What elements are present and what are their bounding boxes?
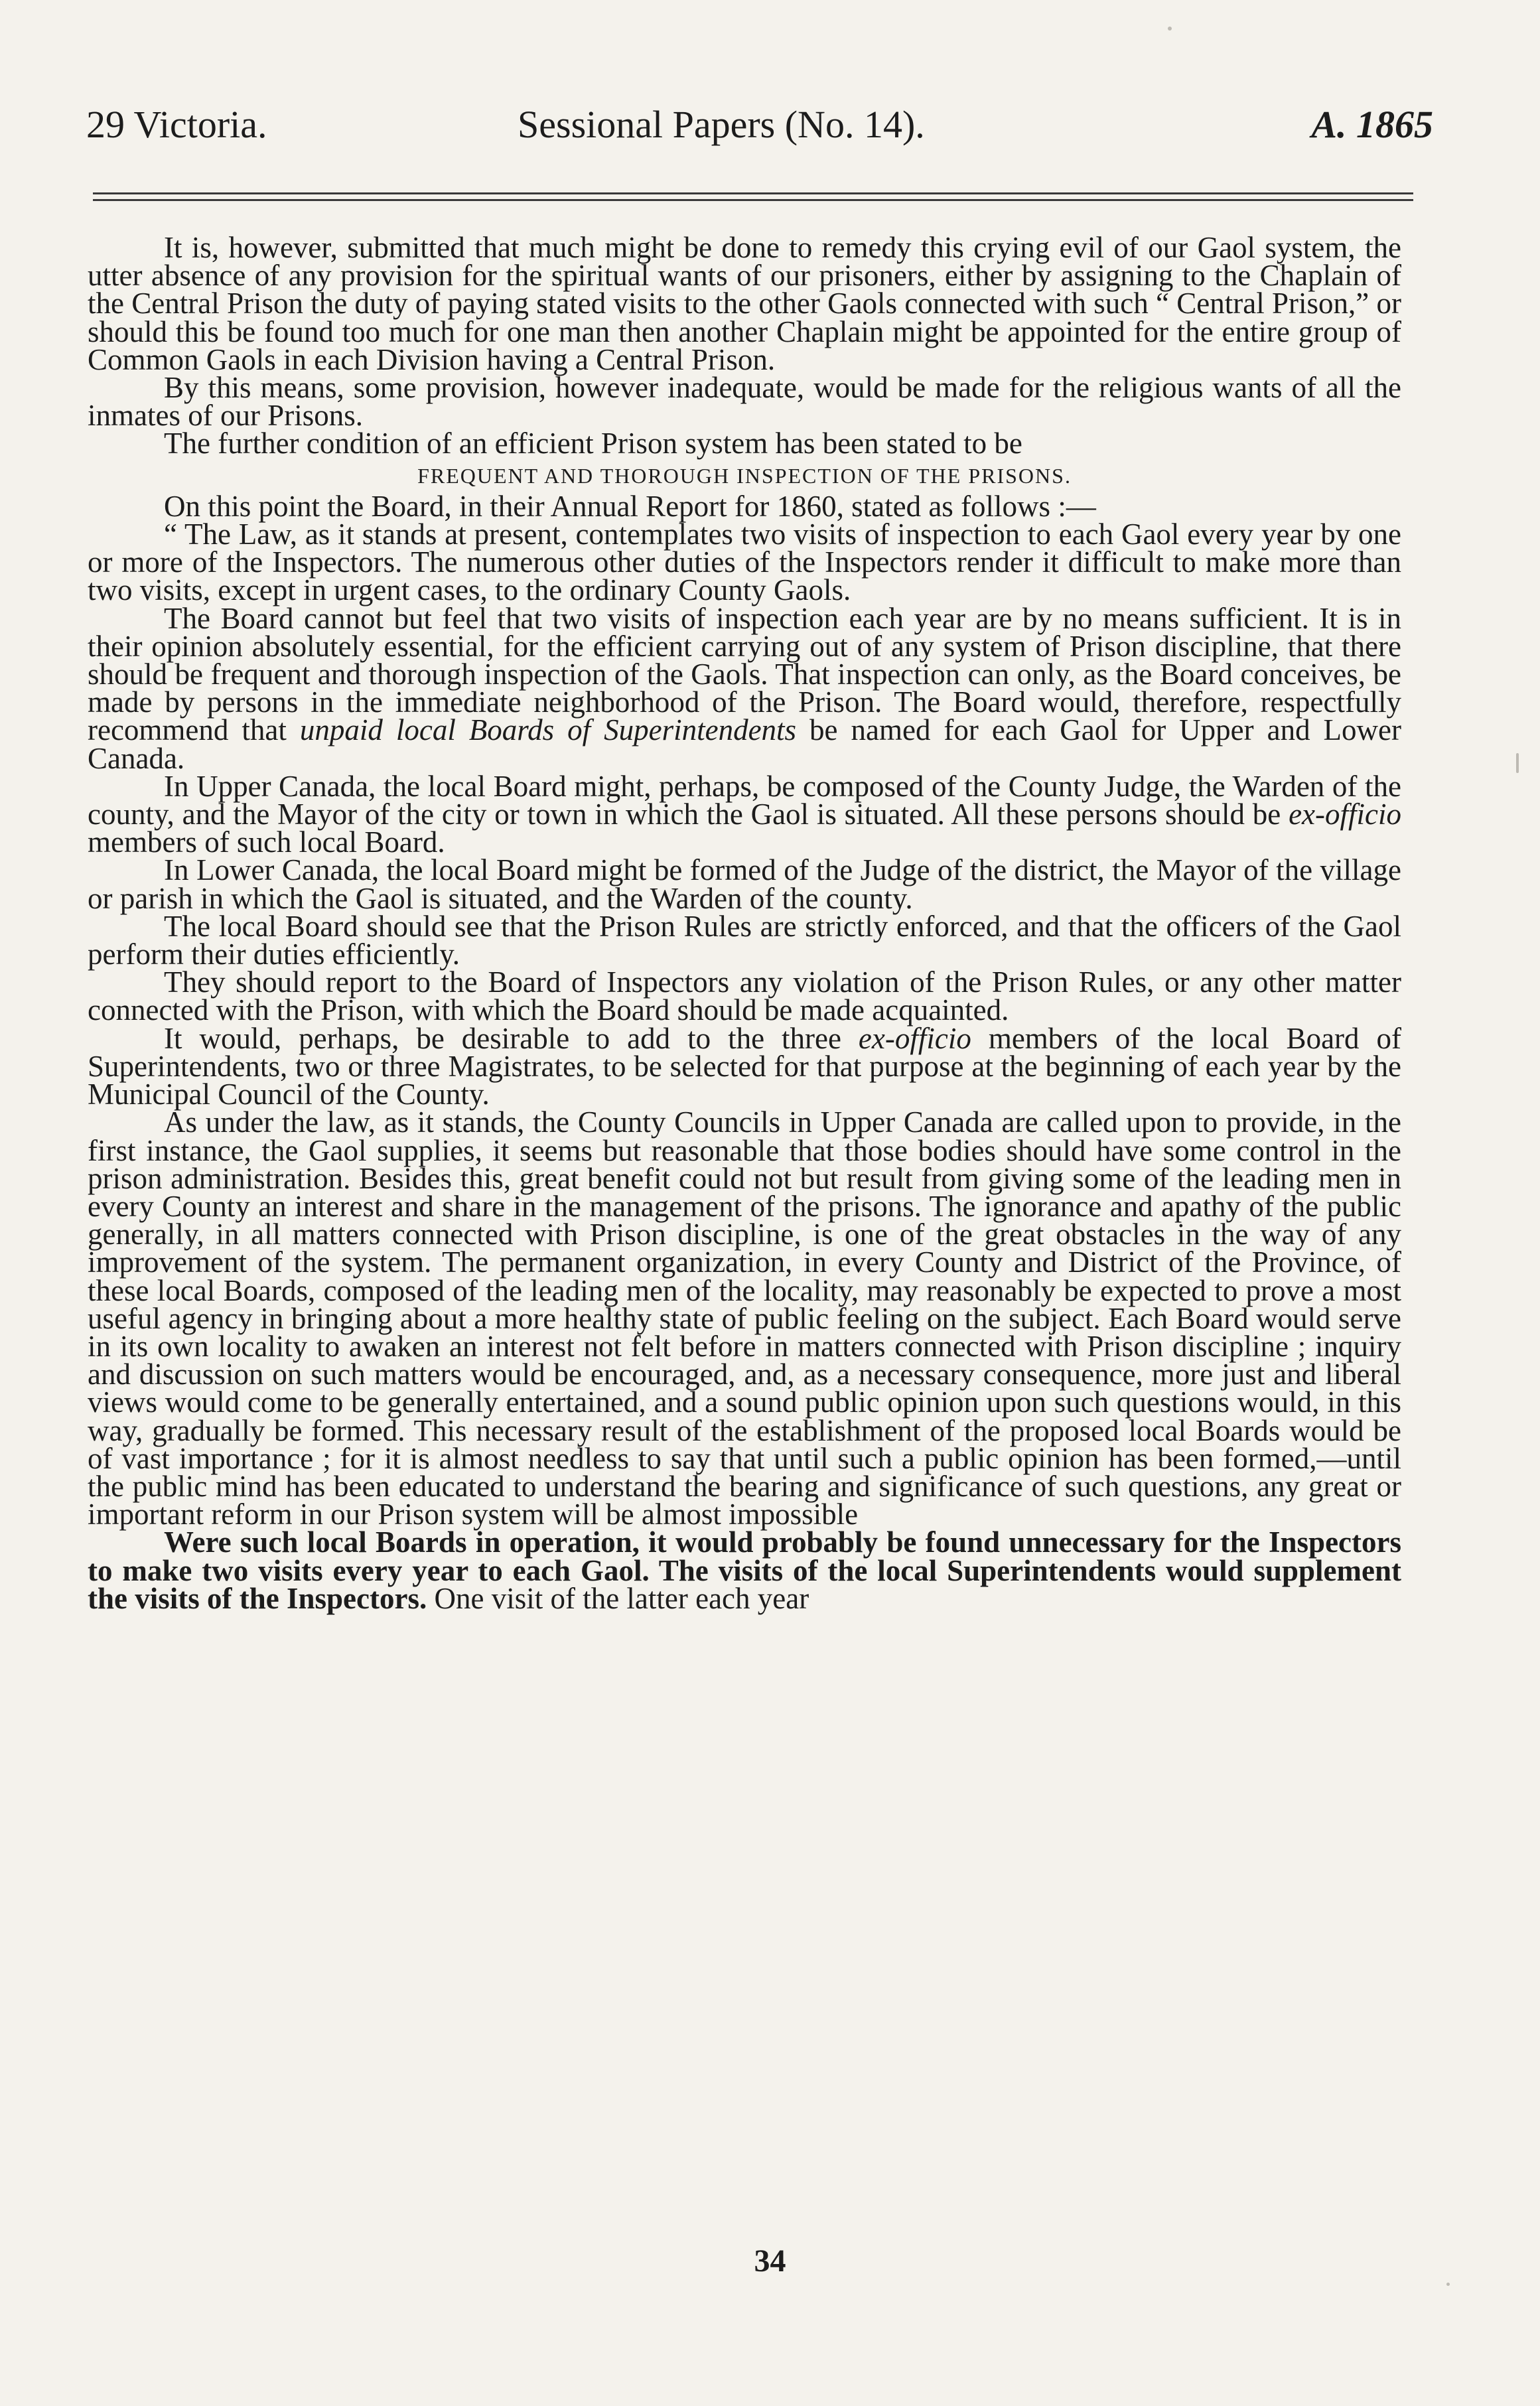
emphasis-run: unpaid local Boards of Superintendents	[299, 713, 797, 747]
emphasis-run: ex-officio	[858, 1021, 971, 1055]
paragraph-law-quote: “ The Law, as it stands at present, contemplates two visits of inspection to each Gaol every year by one or more of the Inspectors. The numerous other duties of the Inspectors render it difficult to make more than two visits, except in urgent cases, to the ordinary County Gaols.	[88, 518, 1401, 607]
paragraph-county-councils: As under the law, as it stands, the County Councils in Upper Canada are called upon to provide, in the first instance, the Gaol supplies, it seems but reasonable that those bodies should have some control in the prison administration. Besides this, great benefit could not but result from giving some of the leading men in every County an interest and share in the management of the prisons. The ignorance and apathy of the public generally, in all matters connected with Prison discipline, is one of the great obstacles in the way of any improvement of the system. The permanent organization, in every County and District of the Province, of these local Boards, composed of the leading men of the locality, may reasonably be expected to prove a most useful agency in bringing about a more healthy state of public feeling on the subject. Each Board would serve in its own locality to awaken an interest not felt before in matters connected with Prison discipline ; inquiry and discussion on such matters would be encouraged, and, as a necessary consequence, more just and liberal views would come to be generally entertained, and a sound public opinion upon such questions would, in this way, gradually be formed. This necessary result of the establishment of the proposed local Boards would be of vast importance ; for it is almost needless to say that until such a public opinion has been formed,—until the public mind has been educated to understand the bearing and significance of such questions, any great or important reform in our Prison system will be almost impossible	[88, 1105, 1401, 1531]
paragraph-lower-canada: In Lower Canada, the local Board might be formed of the Judge of the district, the Mayor of the village or parish in which the Gaol is situated, and the Warden of the county.	[88, 853, 1401, 915]
paragraph-local-boards-operation	[88, 1525, 1401, 1615]
text-run: members of the local Board of Superintendents, two or three Magistrates, to be selected for that purpose at the beginning of each year by the Municipal Council of the County.	[88, 1021, 1401, 1111]
page-number: 34	[754, 2243, 786, 2279]
scan-speck	[1168, 27, 1172, 31]
scan-speck	[1446, 2283, 1450, 2286]
paragraph-further-condition: The further condition of an efficient Prison system has been stated to be	[164, 427, 1022, 460]
running-header	[86, 98, 1433, 151]
section-heading: FREQUENT AND THOROUGH INSPECTION OF THE PRISONS.	[417, 463, 1072, 488]
text-run: The Board cannot but feel that two visits of inspection each year are by no means sufficient. It is in their opinion absolutely essential, for the efficient carrying out of any system of Prison discipline, that there should be frequent and thorough inspection of the Gaols. That inspection can only, as the Board conceives, be made by persons in the immediate neighborhood of the Prison. The Board would, therefore, respectfully recommend that	[88, 601, 1401, 747]
text-run: One visit of the latter each year	[427, 1581, 809, 1615]
paragraph-chaplain: It is, however, submitted that much might be done to remedy this crying evil of our Gaol system, the utter absence of any provision for the spiritual wants of our prisoners, either by assigning to the Chaplain of the Central Prison the duty of paying stated visits to the other Gaols connected with such “ Central Prison,” or should this be found too much for one man then another Chaplain might be appointed for the entire group of Common Gaols in each Division having a Central Prison.	[88, 231, 1401, 376]
scan-mark	[1516, 753, 1519, 773]
emphasis-run: ex-officio	[1289, 798, 1401, 831]
header-title: Sessional Papers (No. 14).	[518, 103, 925, 146]
paragraph-annual-report: On this point the Board, in their Annual Report for 1860, stated as follows :—	[164, 489, 1096, 523]
header-rule-top	[93, 192, 1413, 194]
header-rule-bottom	[93, 199, 1413, 201]
paragraph-religious-wants: By this means, some provision, however inadequate, would be made for the religious wants of all the inmates of our Prisons.	[88, 371, 1401, 433]
text-run: Were such local Boards in operation, it would probably be found unnecessary for the Inspectors to make two visits every year to each Gaol. The visits of the local Superintendents would supplement the visits of the Inspectors.	[88, 1525, 1401, 1615]
text-run: It would, perhaps, be desirable to add to the three	[164, 1021, 859, 1055]
text-run: In Upper Canada, the local Board might, perhaps, be composed of the County Judge, the Warden of the county, and the Mayor of the city or town in which the Gaol is situated. All these persons should be	[88, 769, 1401, 831]
header-session: 29 Victoria.	[86, 103, 267, 146]
text-run: members of such local Board.	[88, 825, 445, 859]
header-year: A. 1865	[1311, 103, 1433, 146]
paragraph-local-board-duties: The local Board should see that the Prison Rules are strictly enforced, and that the officers of the Gaol perform their duties efficiently.	[88, 909, 1401, 971]
text-run: be named for each Gaol for Upper and Lower Canada.	[88, 713, 1402, 775]
paragraph-magistrates	[88, 1021, 1401, 1111]
body-text	[88, 231, 1402, 1615]
paragraph-board-recommendation	[88, 601, 1402, 775]
paragraph-report-violations: They should report to the Board of Inspectors any violation of the Prison Rules, or any other matter connected with the Prison, with which the Board should be made acquainted.	[88, 965, 1401, 1027]
paragraph-upper-canada	[88, 769, 1401, 859]
